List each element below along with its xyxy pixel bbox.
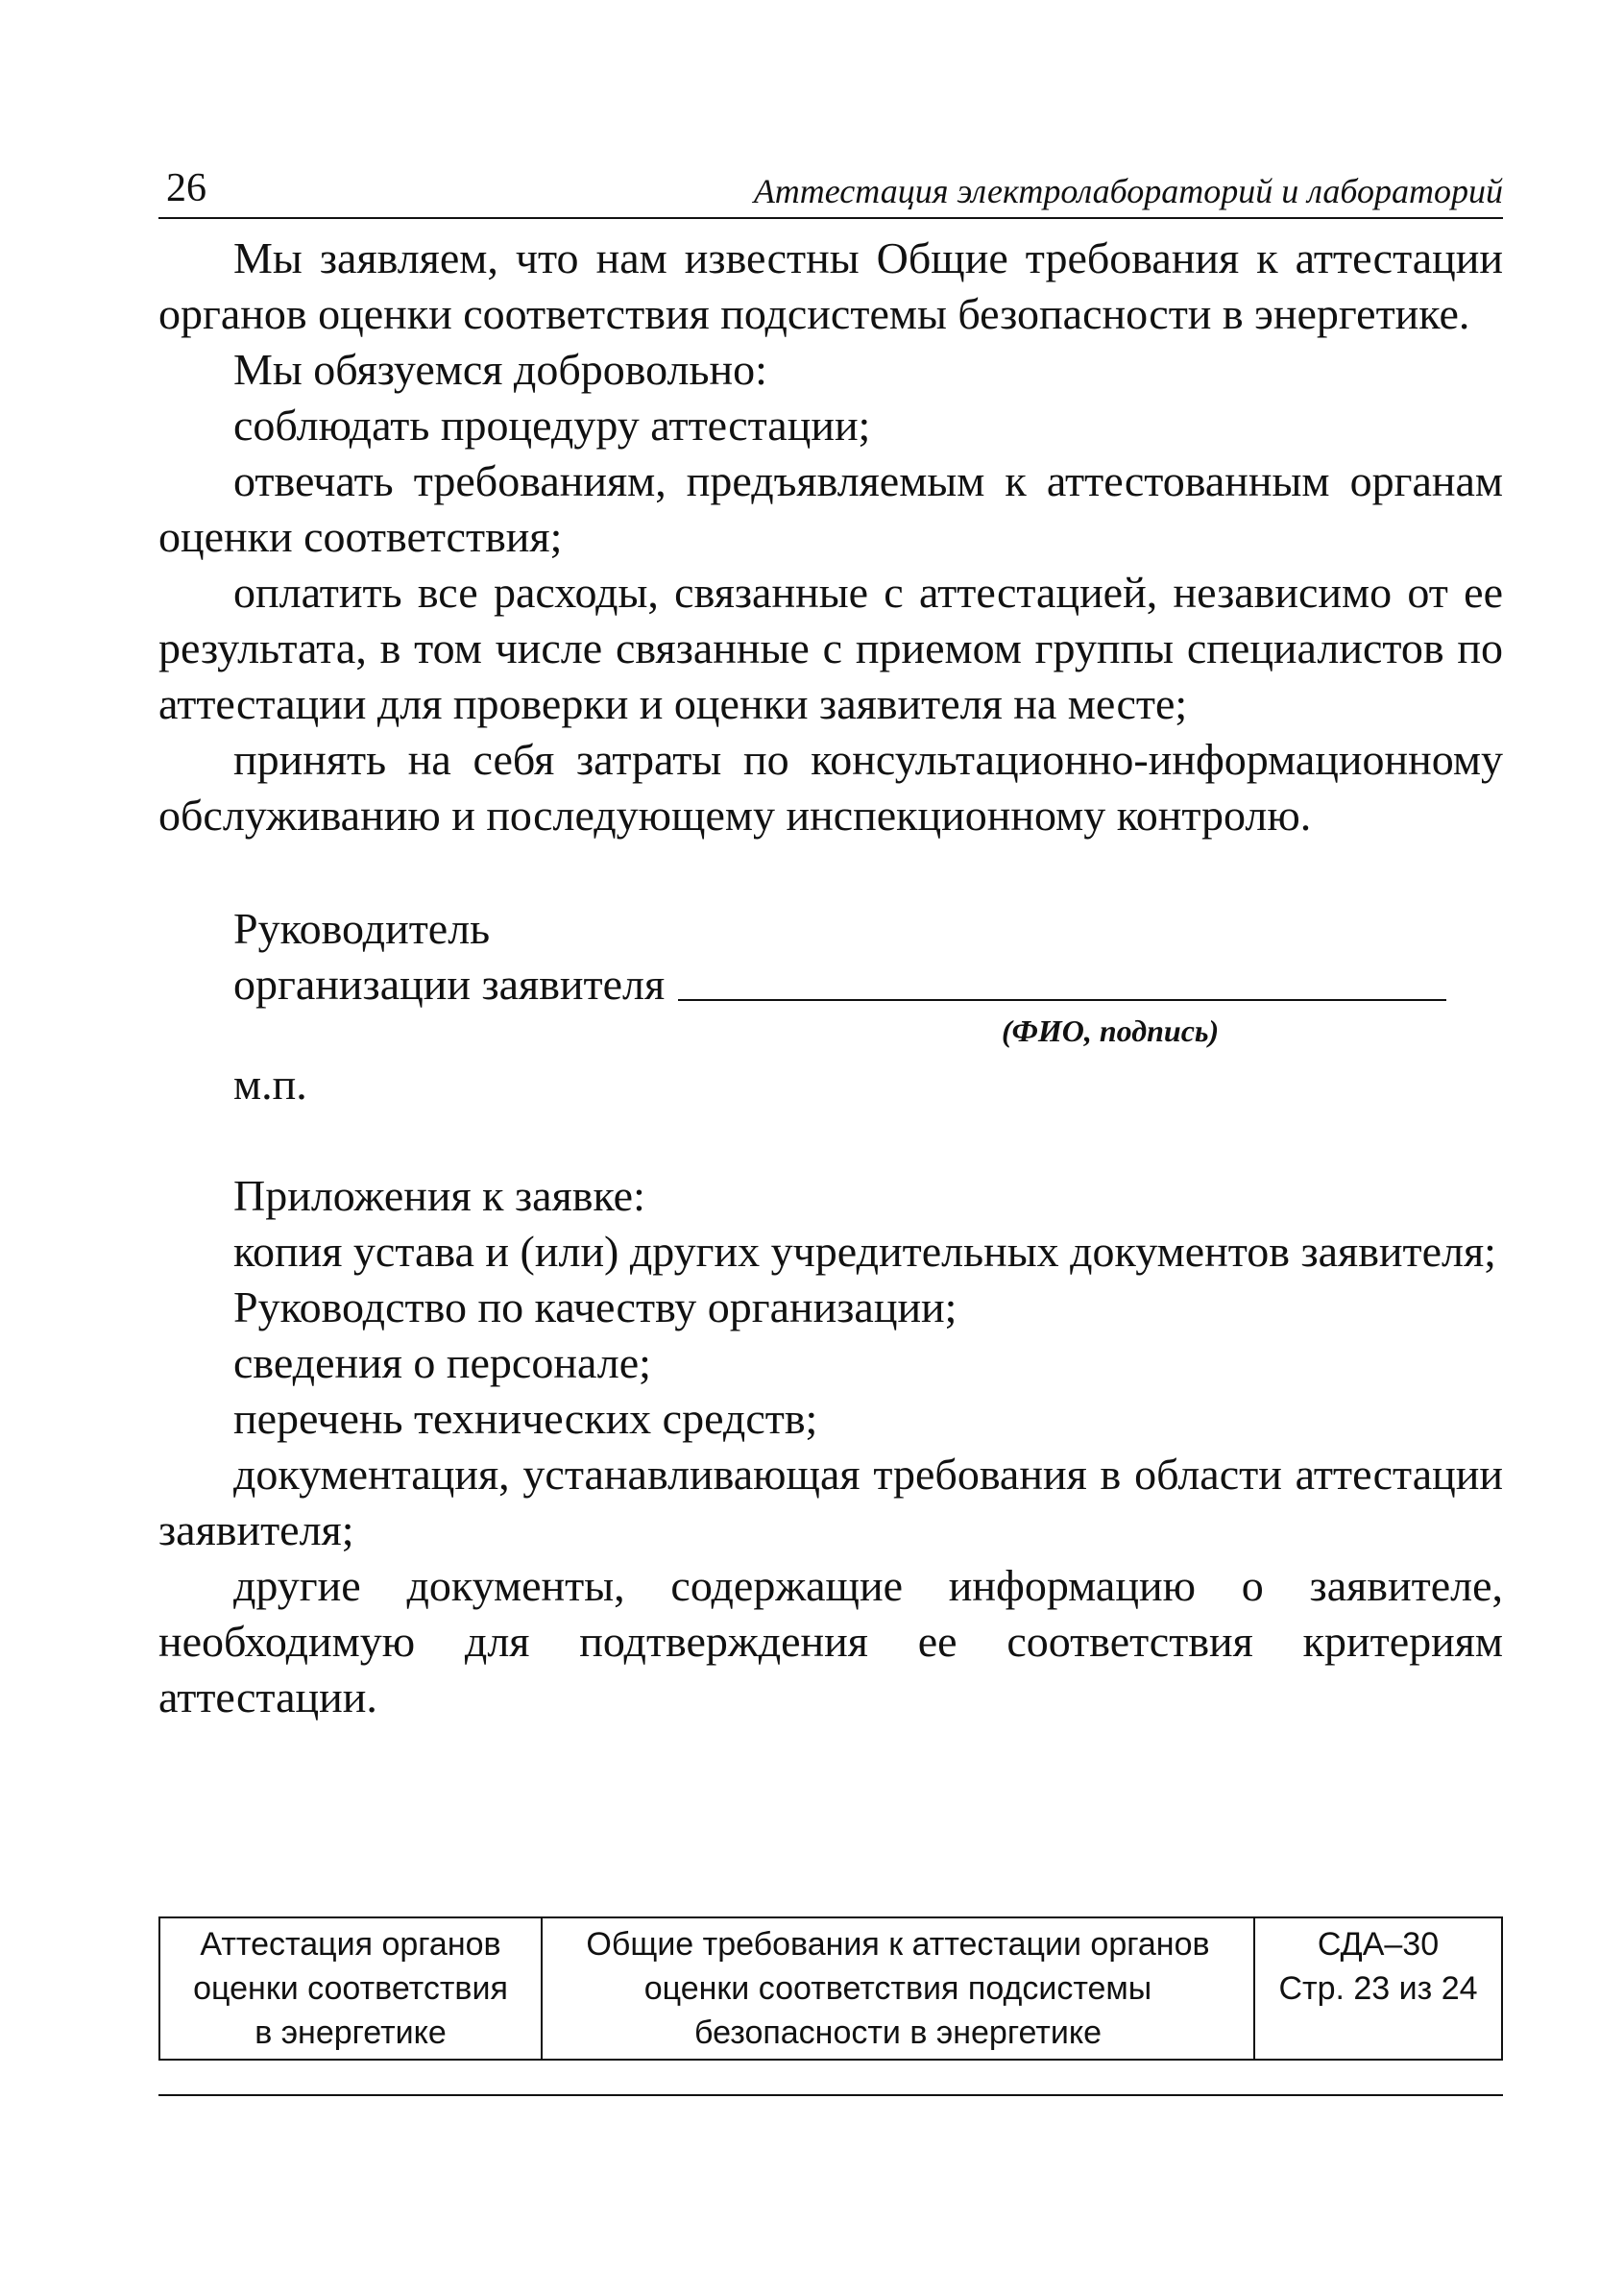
signature-label-line2: организации заявителя: [233, 960, 666, 1009]
paragraph: соблюдать процедуру аттестации;: [233, 401, 871, 450]
signature-block: [158, 901, 1503, 1112]
document-page: [158, 163, 1503, 1725]
footer-text: СДА–30: [1317, 1926, 1440, 1963]
footer-text: Аттестация органов: [200, 1926, 501, 1963]
paragraph: оплатить все расходы, связанные с аттестацией, независимо от ее результата, в том числе связанные с приемом группы специалистов по аттестации для проверки и оценки заявителя на месте;: [158, 568, 1503, 728]
signature-line: [678, 999, 1446, 1001]
footer-text: Общие требования к аттестации органов: [586, 1926, 1210, 1963]
footer-text: оценки соответствия подсистемы: [643, 1970, 1152, 2007]
running-title: Аттестация электролабораторий и лабораторий: [753, 172, 1503, 210]
footer-table: [158, 1916, 1503, 2061]
list-item: Приложения к заявке:: [233, 1171, 645, 1220]
body-text: [158, 231, 1503, 843]
footer-cell-system: [159, 1917, 542, 2060]
table-row: [159, 1917, 1502, 2060]
paragraph: Мы обязуемся добровольно:: [233, 345, 767, 394]
list-item: Руководство по качеству организации;: [233, 1282, 957, 1331]
list-item: копия устава и (или) других учредительных документов заявителя;: [233, 1227, 1496, 1276]
stamp-place: м.п.: [233, 1060, 307, 1109]
list-item: документация, устанавливающая требования в области аттестации заявителя;: [158, 1450, 1503, 1554]
footer-text: оценки соответствия: [193, 1970, 508, 2007]
footer-text: Стр. 23 из 24: [1278, 1970, 1478, 2007]
list-item: другие документы, содержащие информацию о заявителе, необходимую для подтверждения ее соответствия критериям аттестации.: [158, 1561, 1503, 1721]
signature-line-row: [233, 957, 1503, 1013]
running-header: [158, 163, 1503, 219]
paragraph: принять на себя затраты по консультационно-информационному обслуживанию и последующему инспекционному контролю.: [158, 735, 1503, 840]
signature-label-line1: Руководитель: [233, 904, 491, 953]
page-number: 26: [166, 166, 206, 210]
footer-rule: [158, 2094, 1503, 2096]
list-item: сведения о персонале;: [233, 1338, 651, 1387]
attachments-list: [158, 1168, 1503, 1725]
signature-caption: (ФИО, подпись): [1002, 1013, 1220, 1048]
footer-cell-title: [542, 1917, 1254, 2060]
list-item: перечень технических средств;: [233, 1394, 818, 1443]
paragraph: отвечать требованиям, предъявляемым к аттестованным органам оценки соответствия;: [158, 456, 1503, 561]
paragraph: Мы заявляем, что нам известны Общие требования к аттестации органов оценки соответствия подсистемы безопасности в энергетике.: [158, 233, 1503, 338]
footer-text: в энергетике: [255, 2014, 447, 2051]
footer-text: безопасности в энергетике: [693, 2014, 1102, 2051]
footer-cell-code: [1254, 1917, 1502, 2060]
